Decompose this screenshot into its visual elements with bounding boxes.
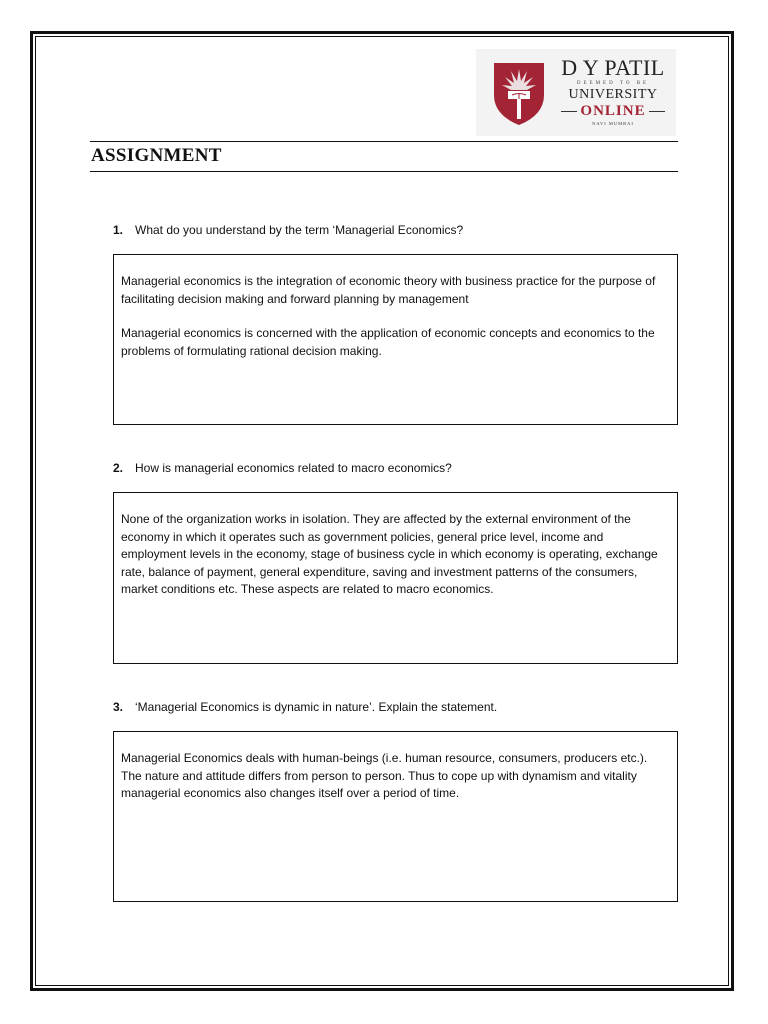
answer-box-2 <box>113 492 678 664</box>
heading-rule-top <box>90 141 678 142</box>
question-text: How is managerial economics related to macro economics? <box>135 461 452 475</box>
logo-name: D Y PATIL <box>561 55 665 80</box>
question-1 <box>113 223 463 237</box>
question-text: ‘Managerial Economics is dynamic in nature’. Explain the statement. <box>135 700 498 714</box>
question-3 <box>113 700 497 714</box>
logo-university: UNIVERSITY <box>568 87 658 102</box>
question-number: 3. <box>113 700 124 714</box>
answer-paragraph: Managerial economics is the integration of economic theory with business practice for the purpose of facilitating decision making and forward planning by management <box>121 274 656 306</box>
answer-paragraph: Managerial Economics deals with human-beings (i.e. human resource, consumers, producers etc.). The nature and attitude differs from person to person. Thus to cope up with dynamism and vitality managerial economics also changes itself over a period of time. <box>121 751 648 800</box>
logo-wordmark <box>558 57 668 127</box>
page-title: ASSIGNMENT <box>91 145 222 166</box>
logo-online: ONLINE <box>558 104 668 119</box>
answer-paragraph: Managerial economics is concerned with the application of economic concepts and economics to the problems of formulating rational decision making. <box>121 326 655 358</box>
heading-rule-bottom <box>90 171 678 172</box>
shield-emblem-icon <box>490 57 548 127</box>
question-number: 1. <box>113 223 124 237</box>
question-text: What do you understand by the term ‘Managerial Economics? <box>135 223 464 237</box>
answer-paragraph: None of the organization works in isolation. They are affected by the external environment of the economy in which it operates such as government policies, general price level, income and employment levels in the economy, stage of business cycle in which economy is operating, exchange rate, balance of payment, general expenditure, saving and investment patterns of the consumers, market conditions etc. These aspects are related to macro economics. <box>121 512 658 596</box>
question-number: 2. <box>113 461 124 475</box>
logo-location: NAVI MUMBAI <box>592 121 634 126</box>
answer-box-1 <box>113 254 678 425</box>
answer-box-3 <box>113 731 678 902</box>
question-2 <box>113 461 452 475</box>
logo-deemed: DEEMED TO BE <box>576 81 650 86</box>
university-logo <box>476 49 676 136</box>
